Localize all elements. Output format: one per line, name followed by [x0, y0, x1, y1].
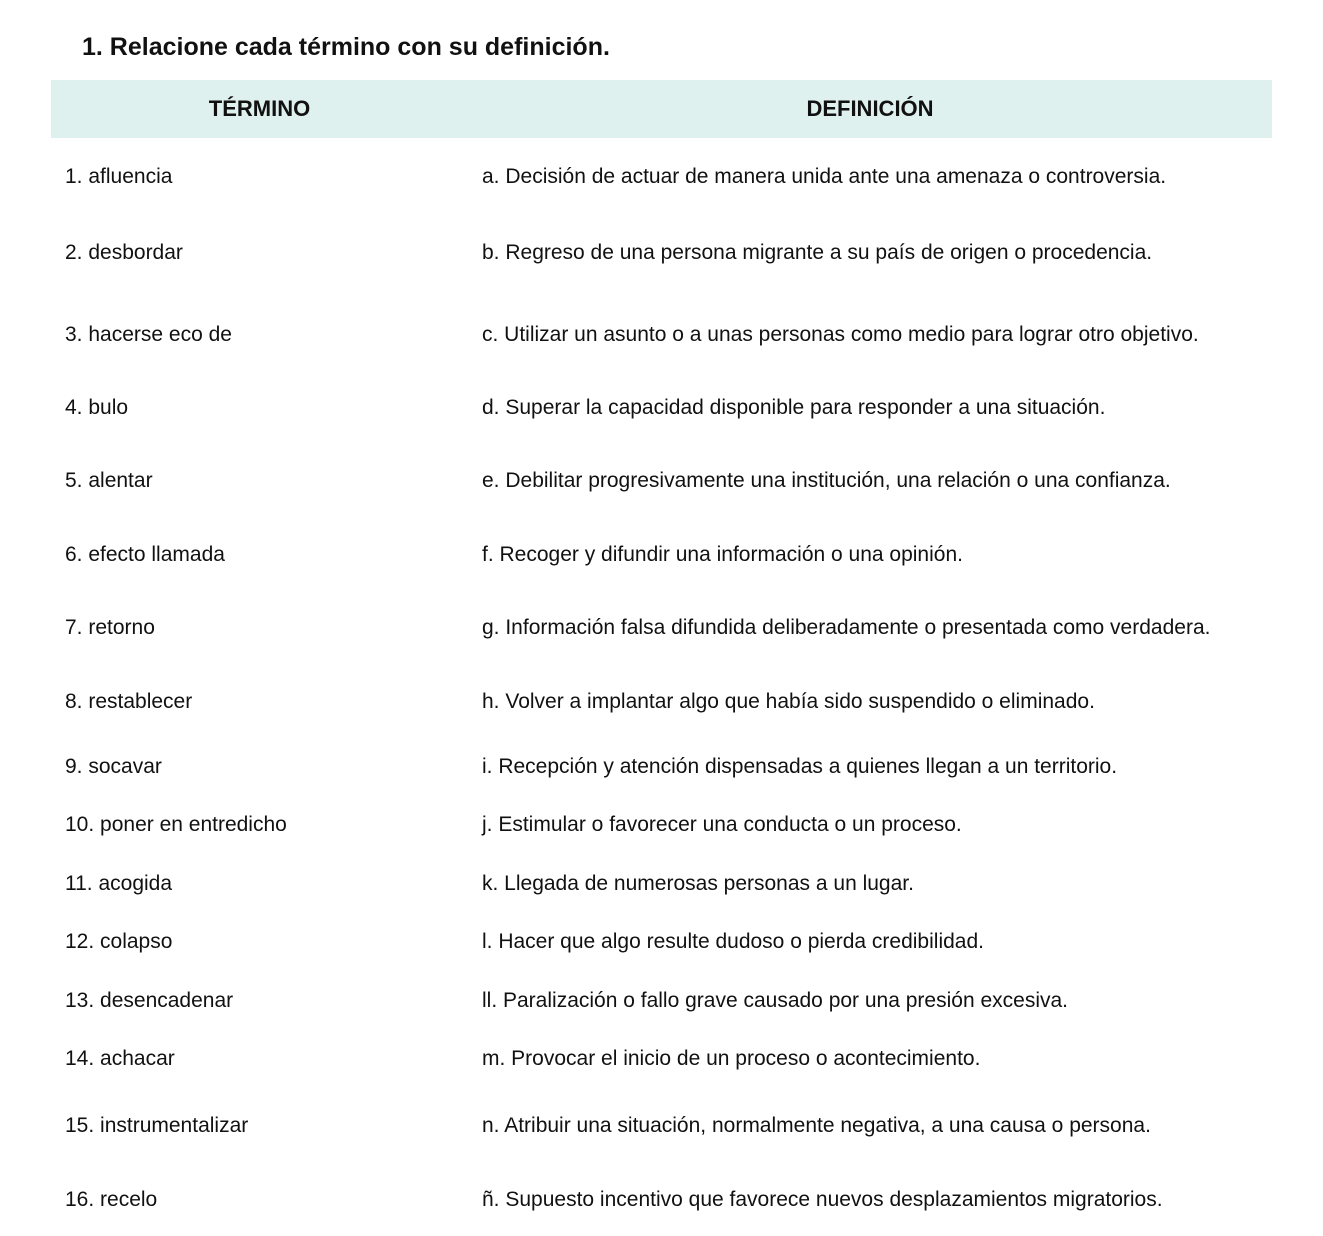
- definition-cell: d. Superar la capacidad disponible para responder a una situación.: [482, 395, 1106, 419]
- table-row: [51, 518, 1272, 590]
- definition-cell: h. Volver a implantar algo que había sido suspendido o eliminado.: [482, 689, 1095, 713]
- table-row: [51, 297, 1272, 371]
- term-cell: 3. hacerse eco de: [65, 322, 232, 346]
- table-row: [51, 971, 1272, 1029]
- table-row: [51, 1162, 1272, 1236]
- term-cell: 15. instrumentalizar: [65, 1113, 249, 1137]
- term-cell: 14. achacar: [65, 1047, 175, 1070]
- table-row: [51, 665, 1272, 737]
- definition-cell: ll. Paralización o fallo grave causado por una presión excesiva.: [482, 988, 1069, 1012]
- matching-table: [51, 80, 1272, 1236]
- definition-cell: b. Regreso de una persona migrante a su país de origen o procedencia.: [482, 240, 1153, 264]
- table-row: [51, 737, 1272, 795]
- table-row: [51, 207, 1272, 297]
- column-header-definition: DEFINICIÓN: [806, 96, 934, 121]
- definition-cell: f. Recoger y difundir una información o una opinión.: [482, 542, 963, 566]
- table-row: [51, 590, 1272, 665]
- term-cell: 6. efecto llamada: [65, 542, 225, 566]
- definition-cell: i. Recepción y atención dispensadas a quienes llegan a un territorio.: [482, 754, 1118, 778]
- term-cell: 4. bulo: [65, 395, 129, 419]
- term-cell: 16. recelo: [65, 1187, 158, 1211]
- exercise-title: 1. Relacione cada término con su definición.: [82, 33, 610, 61]
- term-cell: 8. restablecer: [65, 689, 193, 713]
- term-cell: 7. retorno: [65, 616, 155, 639]
- table-row: [51, 912, 1272, 971]
- header-spacer: [51, 138, 1272, 146]
- definition-cell: ñ. Supuesto incentivo que favorece nuevos desplazamientos migratorios.: [482, 1187, 1163, 1211]
- term-cell: 10. poner en entredicho: [65, 813, 287, 836]
- column-header-term: TÉRMINO: [208, 96, 311, 121]
- term-cell: 13. desencadenar: [65, 988, 234, 1012]
- definition-cell: j. Estimular o favorecer una conducta o un proceso.: [482, 813, 962, 836]
- term-cell: 1. afluencia: [65, 165, 173, 188]
- definition-cell: k. Llegada de numerosas personas a un lugar.: [482, 871, 914, 895]
- table-row: [51, 854, 1272, 912]
- definition-cell: m. Provocar el inicio de un proceso o acontecimiento.: [482, 1047, 981, 1070]
- definition-cell: c. Utilizar un asunto o a unas personas como medio para lograr otro objetivo.: [482, 322, 1199, 346]
- definition-cell: g. Información falsa difundida deliberadamente o presentada como verdadera.: [482, 616, 1211, 639]
- table-header: [51, 80, 1272, 138]
- term-cell: 9. socavar: [65, 754, 162, 778]
- definition-cell: e. Debilitar progresivamente una institución, una relación o una confianza.: [482, 469, 1171, 492]
- table-row: [51, 443, 1272, 518]
- term-cell: 5. alentar: [65, 469, 153, 492]
- term-cell: 11. acogida: [65, 871, 173, 895]
- definition-cell: a. Decisión de actuar de manera unida ante una amenaza o controversia.: [482, 165, 1167, 188]
- table-row: [51, 795, 1272, 854]
- table-row: [51, 1088, 1272, 1162]
- table-row: [51, 1029, 1272, 1088]
- term-cell: 12. colapso: [65, 930, 173, 953]
- table-row: [51, 371, 1272, 443]
- definition-cell: l. Hacer que algo resulte dudoso o pierda credibilidad.: [482, 930, 984, 953]
- table-row: [51, 146, 1272, 207]
- definition-cell: n. Atribuir una situación, normalmente negativa, a una causa o persona.: [482, 1113, 1151, 1137]
- term-cell: 2. desbordar: [65, 240, 183, 264]
